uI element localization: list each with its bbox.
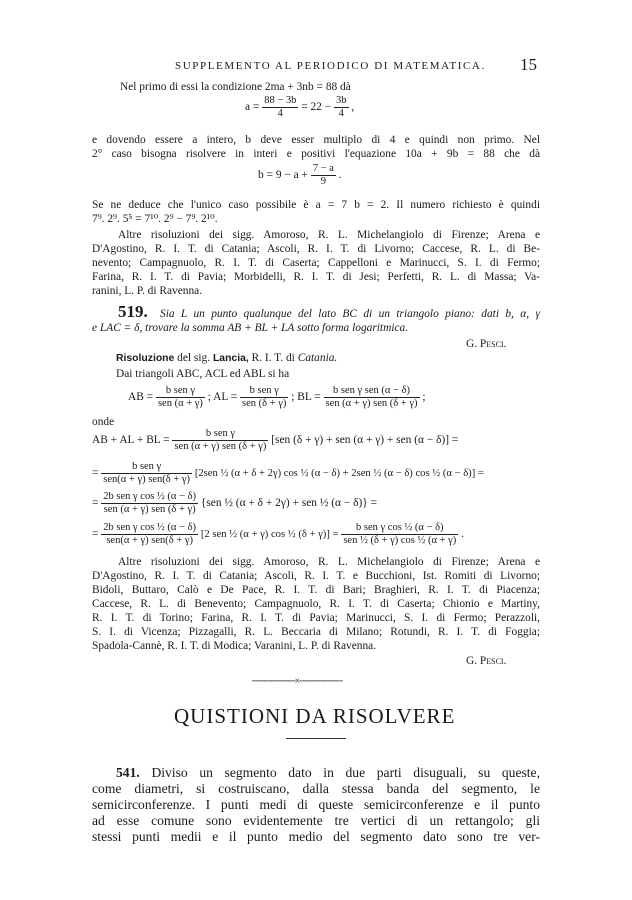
text-line: 7⁹. 2⁹. 5⁵ = 7¹⁰. 2⁹ − 7⁹. 2¹⁰. [92,213,218,225]
running-header: SUPPLEMENTO AL PERIODICO DI MATEMATICA. [175,60,486,72]
problem-541-line: stessi punti medii e il punto medio del segmento dato sono tre ver- [92,829,540,844]
denominator: 4 [277,108,283,119]
problem-541-line: semicirconferenze. I punti medi di queste semicirconferenze e il punto [92,797,540,812]
fraction [101,461,192,486]
eq-text: = 22 − [301,101,332,114]
fraction [101,522,198,547]
fraction [262,95,298,120]
equation [245,95,354,120]
proposer: G. Pesci. [466,338,507,350]
eq-text: ; BL = [291,391,321,404]
resolution-text: del sig. [177,352,211,364]
problem-statement: Sia L un punto qualunque del lato BC di un triangolo piano: dati b, α, γ [160,308,540,320]
eq-text: {sen ½ (α + δ + 2γ) + sen ½ (α − δ)} = [200,497,378,510]
fraction [240,385,288,410]
others-line: ranini, L. P. di Ravenna. [92,285,203,297]
text-line: e dovendo essere a intero, b deve esser multiplo di 4 e quindi non primo. Nel [92,134,540,146]
denominator: sen ½ (δ + γ) cos ½ (α + γ) [343,535,457,546]
resolution-header [116,351,337,366]
eq-text: AB + AL + BL = [92,434,170,447]
equation [92,522,464,547]
eq-text: , [351,101,355,114]
fraction [156,385,205,410]
problem-number: 541. [116,765,140,780]
others-line: Farina, R. I. T. di Pavia; Morbidelli, R. I. T. di Jesi; Perfetti, R. L. di Massa; Va- [92,271,540,283]
problem-541-line: come diametri, si costruiscano, dalla stessa banda del segmento, le [92,781,540,796]
denominator: sen(α + γ) sen(δ + γ) [106,535,194,546]
denominator: sen (α + γ) sen (δ + γ) [325,398,418,409]
others-line: Spadola-Cannè, R. I. T. di Modica; Varanini, L. P. di Ravenna. [92,640,377,652]
fraction [172,428,268,453]
eq-text: . [338,169,342,182]
numerator: 2b sen γ cos ½ (α − δ) [103,491,197,502]
resolution-city: Catania. [297,352,338,364]
page-number: 15 [520,55,537,74]
others-line: S. I. di Vicenza; Pizzagalli, R. L. Beccaria di Milano; Rotundi, R. I. T. di Foggia; [92,626,540,638]
eq-text: a = [245,101,260,114]
others-line: Altre risoluzioni dei sigg. Amoroso, R. L. Michelangiolo di Firenze; Arena e [118,229,540,241]
eq-text: [2 sen ½ (α + γ) cos ½ (δ + γ)] = [200,529,339,541]
equation [92,461,484,486]
numerator: b sen γ [101,461,192,474]
eq-text: [sen (δ + γ) + sen (α + γ) + sen (α − δ)] = [271,434,459,447]
paragraph: Nel primo di essi la condizione 2ma + 3nb = 88 dà [120,81,351,93]
denominator: sen (α + γ) [157,398,203,409]
fraction [334,95,349,120]
problem-541-line: ad esse comune sono evidentemente tre vertici di un rettangolo; gli [92,813,540,828]
eq-text: . [461,528,464,541]
text-line: onde [92,416,115,428]
text-line: Se ne deduce che l'unico caso possibile è a = 7 b = 2. Il numero richiesto è quindi [92,199,540,211]
text-line: 2° caso bisogna risolvere in interi e positivi l'equazione 10a + 9b = 88 che dà [92,148,540,160]
fraction [101,491,198,516]
equation [92,491,377,516]
eq-text: = [92,467,99,480]
others-line: nevento; Campagnuolo, R. I. T. di Caserta; Cappelloni e Marinucci, S. I. di Fermo; [92,257,540,269]
numerator: b sen γ sen (α − δ) [324,385,420,398]
numerator: b sen γ cos ½ (α − δ) [341,522,458,535]
numerator: 7 − a [312,163,334,174]
eq-text: [2sen ½ (α + δ + 2γ) cos ½ (α − δ) + 2sen ½ (α − δ) cos ½ (α − δ)] = [194,468,484,480]
section-title: QUISTIONI DA RISOLVERE [174,704,456,728]
equation [258,163,342,188]
problem-text: Diviso un segmento dato in due parti disuguali, su queste, [151,765,540,780]
denominator: sen(α + γ) sen(δ + γ) [103,474,190,485]
equation [128,385,426,410]
text-line: Dai triangoli ABC, ACL ed ABL si ha [116,368,290,380]
denominator: 9 [320,176,326,187]
others-line: Bidoli, Buttaro, Calò e De Pace, R. I. T. di Bari; Braghieri, R. I. T. di Piacenza; [92,584,540,596]
ornament-divider: ───────×─────── [252,676,342,687]
eq-text: = [92,497,99,510]
numerator: b sen γ [156,385,205,398]
problem-541-line [116,765,540,781]
others-line: Caccese, R. L. di Benevento; Campagnuolo, R. I. T. di Caserta; Chionio e Martiny, [92,598,540,610]
numerator: 2b sen γ cos ½ (α − δ) [103,522,197,533]
problem-statement: e LAC = δ, trovare la somma AB + BL + LA sotto forma logaritmica. [92,322,409,334]
signature: G. Pesci. [466,655,507,667]
others-line: R. I. T. di Torino; Farina, R. I. T. di Pavia; Marinucci, S. I. di Fermo; Perazzoli, [92,612,540,624]
numerator: b sen γ [240,385,288,398]
numerator: 3b [336,95,347,106]
section-rule [286,738,346,739]
problem-number: 519. [118,302,148,321]
denominator: 4 [338,108,344,119]
others-line: D'Agostino, R. I. T. di Catania; Ascoli, R. I. T. e Bucchioni, Ist. Romiti di Livorno; [92,570,540,582]
others-line: Altre risoluzioni dei sigg. Amoroso, R. L. Michelangiolo di Firenze; Arena e [118,556,540,568]
numerator: b sen γ [172,428,268,441]
resolution-label: Risoluzione [116,353,175,364]
eq-text: b = 9 − a + [258,169,308,182]
denominator: sen (δ + γ) [242,398,287,409]
fraction [324,385,420,410]
eq-text: = [92,528,99,541]
denominator: sen (α + γ) sen (δ + γ) [174,441,267,452]
others-line: D'Agostino, R. I. T. di Catania; Ascoli, R. I. T. di Livorno; Caccese, R. L. di Be- [92,243,540,255]
resolver-name: Lancia, [212,353,249,364]
eq-text: ; [422,391,426,404]
fraction [311,163,336,188]
equation [92,428,458,453]
denominator: sen (α + γ) sen (δ + γ) [103,504,196,515]
resolution-inst: R. I. T. di [251,352,295,364]
fraction [341,522,458,547]
eq-text: ; AL = [207,391,238,404]
numerator: 88 − 3b [264,95,297,106]
eq-text: AB = [128,391,154,404]
